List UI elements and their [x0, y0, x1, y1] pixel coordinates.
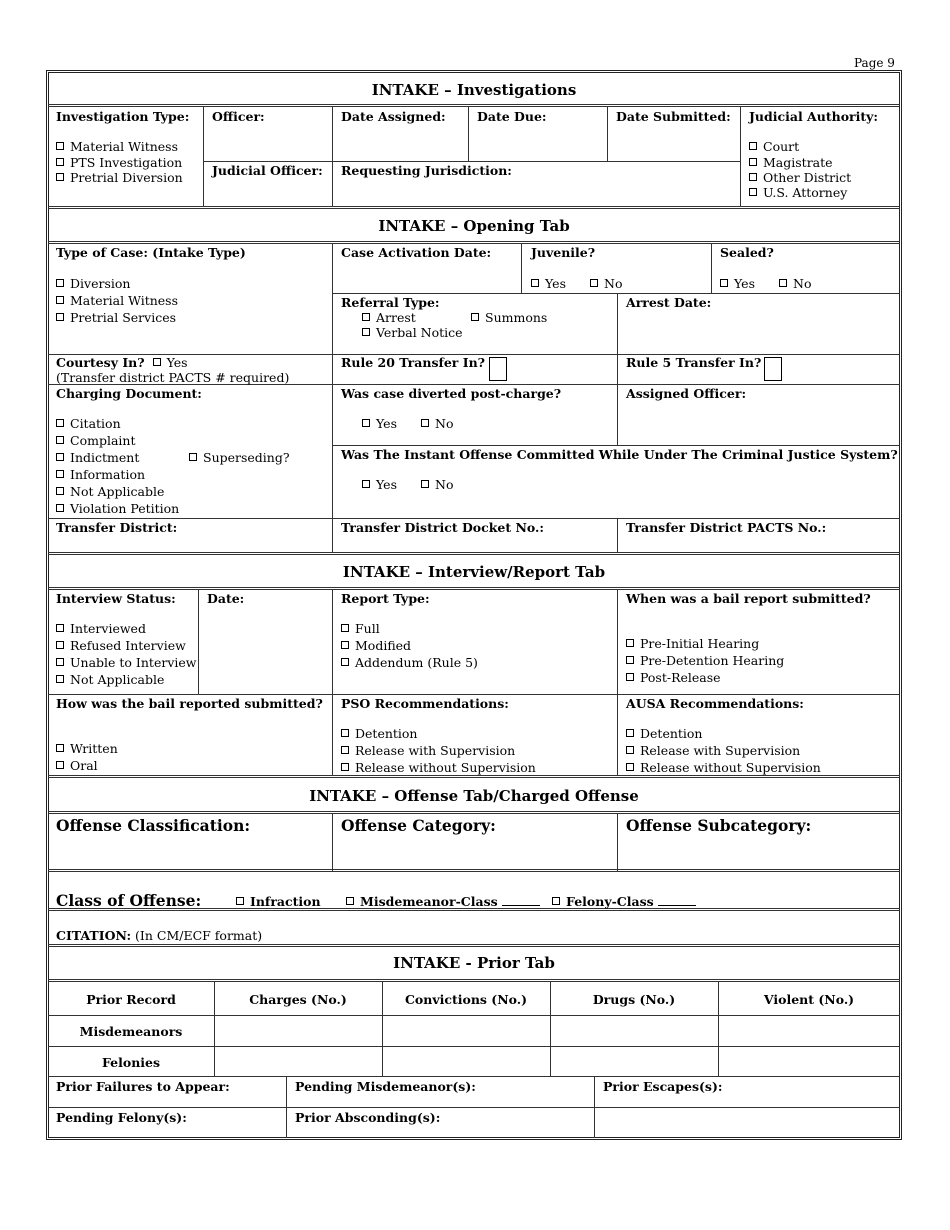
class-of-offense-label: Class of Offense:: [56, 891, 202, 910]
investigation-type-label: Investigation Type:: [56, 109, 190, 124]
prior-record-header: Prior Record: [86, 992, 176, 1007]
material-witness-type-option[interactable]: Material Witness: [56, 293, 178, 308]
divider: [48, 811, 900, 814]
divider: [48, 1046, 900, 1047]
ausa-release-without-supervision-option[interactable]: Release without Supervision: [626, 760, 821, 775]
checkbox[interactable]: [56, 453, 64, 461]
checkbox[interactable]: [590, 279, 598, 287]
checkbox[interactable]: [720, 279, 728, 287]
checkbox[interactable]: [341, 763, 349, 771]
date-due-label: Date Due:: [477, 109, 547, 124]
rule20-label: Rule 20 Transfer In?: [341, 355, 486, 370]
checkbox[interactable]: [56, 744, 64, 752]
arrest-date-label: Arrest Date:: [626, 295, 712, 310]
referral-summons-option[interactable]: Summons: [471, 310, 547, 325]
divider: [48, 1015, 900, 1016]
court-option[interactable]: Court: [749, 139, 799, 154]
checkbox[interactable]: [56, 158, 64, 166]
checkbox[interactable]: [749, 188, 757, 196]
interview-not-applicable-option[interactable]: Not Applicable: [56, 672, 164, 687]
case-activation-date-label: Case Activation Date:: [341, 245, 492, 260]
divider: [594, 1076, 595, 1138]
judicial-officer-label: Judicial Officer:: [212, 163, 323, 178]
divider: [332, 293, 900, 294]
checkbox[interactable]: [362, 480, 370, 488]
divider: [48, 944, 900, 947]
pso-detention-option[interactable]: Detention: [341, 726, 418, 741]
divider: [332, 107, 333, 207]
section-title-opening: INTAKE – Opening Tab: [378, 217, 570, 235]
divider: [607, 107, 608, 161]
pso-release-without-supervision-option[interactable]: Release without Supervision: [341, 760, 536, 775]
checkbox[interactable]: [56, 658, 64, 666]
indictment-option[interactable]: Indictment: [56, 450, 139, 465]
divider: [48, 1076, 900, 1077]
checkbox[interactable]: [56, 279, 64, 287]
checkbox[interactable]: [362, 328, 370, 336]
rule20-checkbox[interactable]: [489, 357, 507, 381]
information-option[interactable]: Information: [56, 467, 145, 482]
checkbox[interactable]: [56, 675, 64, 683]
checkbox[interactable]: [56, 142, 64, 150]
ausa-release-with-supervision-option[interactable]: Release with Supervision: [626, 743, 800, 758]
section-title-offense: INTAKE – Offense Tab/Charged Offense: [309, 787, 639, 805]
checkbox[interactable]: [626, 729, 634, 737]
checkbox[interactable]: [341, 641, 349, 649]
divider: [203, 107, 204, 207]
rule5-label: Rule 5 Transfer In?: [626, 355, 762, 370]
transfer-district-label: Transfer District:: [56, 520, 178, 535]
officer-label: Officer:: [212, 109, 265, 124]
interview-status-label: Interview Status:: [56, 591, 176, 606]
divider: [203, 161, 740, 162]
checkbox[interactable]: [626, 656, 634, 664]
section-title-prior: INTAKE - Prior Tab: [393, 954, 555, 972]
checkbox[interactable]: [362, 313, 370, 321]
checkbox[interactable]: [421, 480, 429, 488]
checkbox[interactable]: [626, 639, 634, 647]
instant-offense-label: Was The Instant Offense Committed While Under The Criminal Justice System?: [341, 447, 898, 462]
divider: [48, 694, 900, 695]
juvenile-label: Juvenile?: [531, 245, 596, 260]
ausa-detention-option[interactable]: Detention: [626, 726, 703, 741]
superseding-option[interactable]: Superseding?: [189, 450, 290, 465]
checkbox[interactable]: [236, 897, 244, 905]
checkbox[interactable]: [56, 436, 64, 444]
transfer-pacts-label: Transfer District PACTS No.:: [626, 520, 827, 535]
interview-date-label: Date:: [207, 591, 245, 606]
checkbox[interactable]: [626, 673, 634, 681]
checkbox[interactable]: [531, 279, 539, 287]
misdemeanor-class-blank[interactable]: [502, 905, 540, 906]
not-applicable-option[interactable]: Not Applicable: [56, 484, 164, 499]
divider: [198, 590, 199, 694]
divider: [740, 107, 741, 207]
offense-subcategory-label: Offense Subcategory:: [626, 816, 812, 835]
checkbox[interactable]: [749, 142, 757, 150]
divider: [617, 293, 618, 445]
pre-detention-hearing-option[interactable]: Pre-Detention Hearing: [626, 653, 784, 668]
pending-felony-label: Pending Felony(s):: [56, 1110, 187, 1125]
divider: [521, 244, 522, 293]
complaint-option[interactable]: Complaint: [56, 433, 135, 448]
checkbox[interactable]: [749, 173, 757, 181]
checkbox[interactable]: [56, 313, 64, 321]
divider: [617, 518, 618, 553]
page-number: Page 9: [854, 56, 895, 70]
checkbox[interactable]: [56, 761, 64, 769]
violent-header: Violent (No.): [763, 992, 855, 1007]
citation-field: CITATION: (In CM/ECF format): [56, 928, 263, 943]
divider: [332, 814, 333, 871]
oral-option[interactable]: Oral: [56, 758, 98, 773]
checkbox[interactable]: [56, 296, 64, 304]
prior-failures-label: Prior Failures to Appear:: [56, 1079, 230, 1094]
divider: [48, 104, 900, 107]
divider: [48, 518, 900, 519]
unable-to-interview-option[interactable]: Unable to Interview: [56, 655, 196, 670]
post-release-option[interactable]: Post-Release: [626, 670, 721, 685]
referral-type-label: Referral Type:: [341, 295, 440, 310]
checkbox[interactable]: [552, 897, 560, 905]
divider: [48, 241, 900, 244]
requesting-jurisdiction-label: Requesting Jurisdiction:: [341, 163, 512, 178]
checkbox[interactable]: [341, 624, 349, 632]
other-district-option[interactable]: Other District: [749, 170, 851, 185]
juvenile-no-option[interactable]: No: [590, 276, 622, 291]
pts-investigation-option[interactable]: PTS Investigation: [56, 155, 182, 170]
juvenile-yes-option[interactable]: Yes: [531, 276, 566, 291]
pso-release-with-supervision-option[interactable]: Release with Supervision: [341, 743, 515, 758]
misdemeanors-row-label: Misdemeanors: [79, 1024, 183, 1039]
convictions-header: Convictions (No.): [404, 992, 528, 1007]
divider: [48, 552, 900, 555]
checkbox[interactable]: [421, 419, 429, 427]
transfer-docket-label: Transfer District Docket No.:: [341, 520, 544, 535]
date-submitted-label: Date Submitted:: [616, 109, 731, 124]
divider: [286, 1076, 287, 1138]
divider: [468, 107, 469, 161]
checkbox[interactable]: [749, 158, 757, 166]
material-witness-option[interactable]: Material Witness: [56, 139, 178, 154]
diversion-option[interactable]: Diversion: [56, 276, 130, 291]
charges-header: Charges (No.): [249, 992, 347, 1007]
checkbox[interactable]: [346, 897, 354, 905]
drugs-header: Drugs (No.): [592, 992, 676, 1007]
sealed-yes-option[interactable]: Yes: [720, 276, 755, 291]
offense-classification-label: Offense Classification:: [56, 816, 251, 835]
divider: [332, 384, 900, 385]
date-assigned-label: Date Assigned:: [341, 109, 446, 124]
section-title-interview: INTAKE – Interview/Report Tab: [342, 563, 606, 581]
checkbox[interactable]: [56, 173, 64, 181]
checkbox[interactable]: [626, 763, 634, 771]
divider: [332, 244, 333, 553]
report-addendum-option[interactable]: Addendum (Rule 5): [341, 655, 478, 670]
checkbox[interactable]: [56, 470, 64, 478]
divider: [617, 814, 618, 871]
infraction-option[interactable]: Infraction: [236, 894, 321, 909]
divider: [711, 244, 712, 293]
diverted-no-option[interactable]: No: [421, 416, 453, 431]
felony-class-blank[interactable]: [658, 905, 696, 906]
checkbox[interactable]: [189, 453, 197, 461]
report-type-label: Report Type:: [341, 591, 430, 606]
rule5-checkbox[interactable]: [764, 357, 782, 381]
prior-absconding-label: Prior Absconding(s):: [295, 1110, 441, 1125]
bail-how-label: How was the bail reported submitted?: [56, 696, 323, 711]
divider: [48, 587, 900, 590]
checkbox[interactable]: [362, 419, 370, 427]
diverted-yes-option[interactable]: Yes: [362, 416, 397, 431]
report-modified-option[interactable]: Modified: [341, 638, 411, 653]
citation-option[interactable]: Citation: [56, 416, 121, 431]
ausa-recommendations-label: AUSA Recommendations:: [626, 696, 804, 711]
checkbox[interactable]: [56, 419, 64, 427]
violation-petition-option[interactable]: Violation Petition: [56, 501, 179, 516]
assigned-officer-label: Assigned Officer:: [626, 386, 747, 401]
checkbox[interactable]: [341, 658, 349, 666]
instant-offense-no-option[interactable]: No: [421, 477, 453, 492]
judicial-authority-label: Judicial Authority:: [749, 109, 879, 124]
felony-class-option[interactable]: Felony-Class: [552, 894, 696, 909]
checkbox[interactable]: [779, 279, 787, 287]
bail-when-label: When was a bail report submitted?: [626, 591, 871, 606]
checkbox[interactable]: [471, 313, 479, 321]
referral-arrest-option[interactable]: Arrest: [362, 310, 416, 325]
checkbox[interactable]: [56, 641, 64, 649]
divider: [332, 445, 900, 446]
pso-recommendations-label: PSO Recommendations:: [341, 696, 509, 711]
interviewed-option[interactable]: Interviewed: [56, 621, 146, 636]
divider: [617, 590, 618, 776]
written-option[interactable]: Written: [56, 741, 118, 756]
charging-document-label: Charging Document:: [56, 386, 202, 401]
section-title-investigations: INTAKE – Investigations: [371, 81, 577, 99]
referral-verbal-notice-option[interactable]: Verbal Notice: [362, 325, 463, 340]
misdemeanor-class-option[interactable]: Misdemeanor-Class: [346, 894, 540, 909]
sealed-label: Sealed?: [720, 245, 774, 260]
felonies-row-label: Felonies: [101, 1055, 161, 1070]
instant-offense-yes-option[interactable]: Yes: [362, 477, 397, 492]
offense-category-label: Offense Category:: [341, 816, 496, 835]
courtesy-in-option[interactable]: Courtesy In? Yes: [56, 355, 188, 370]
report-full-option[interactable]: Full: [341, 621, 380, 636]
courtesy-note: (Transfer district PACTS # required): [56, 370, 290, 385]
divider: [48, 1107, 900, 1108]
divider: [48, 869, 900, 872]
checkbox[interactable]: [341, 729, 349, 737]
type-of-case-label: Type of Case: (Intake Type): [56, 245, 246, 260]
sealed-no-option[interactable]: No: [779, 276, 811, 291]
checkbox[interactable]: [626, 746, 634, 754]
prior-escapes-label: Prior Escapes(s):: [603, 1079, 723, 1094]
pretrial-diversion-option[interactable]: Pretrial Diversion: [56, 170, 183, 185]
pre-initial-hearing-option[interactable]: Pre-Initial Hearing: [626, 636, 759, 651]
checkbox[interactable]: [153, 358, 161, 366]
checkbox[interactable]: [341, 746, 349, 754]
checkbox[interactable]: [56, 504, 64, 512]
checkbox[interactable]: [56, 624, 64, 632]
divider: [332, 590, 333, 776]
us-attorney-option[interactable]: U.S. Attorney: [749, 185, 847, 200]
pending-misdemeanor-label: Pending Misdemeanor(s):: [295, 1079, 476, 1094]
magistrate-option[interactable]: Magistrate: [749, 155, 833, 170]
pretrial-services-option[interactable]: Pretrial Services: [56, 310, 176, 325]
diverted-post-charge-label: Was case diverted post-charge?: [341, 386, 562, 401]
divider: [48, 206, 900, 209]
checkbox[interactable]: [56, 487, 64, 495]
refused-interview-option[interactable]: Refused Interview: [56, 638, 186, 653]
divider: [48, 979, 900, 982]
divider: [48, 775, 900, 778]
